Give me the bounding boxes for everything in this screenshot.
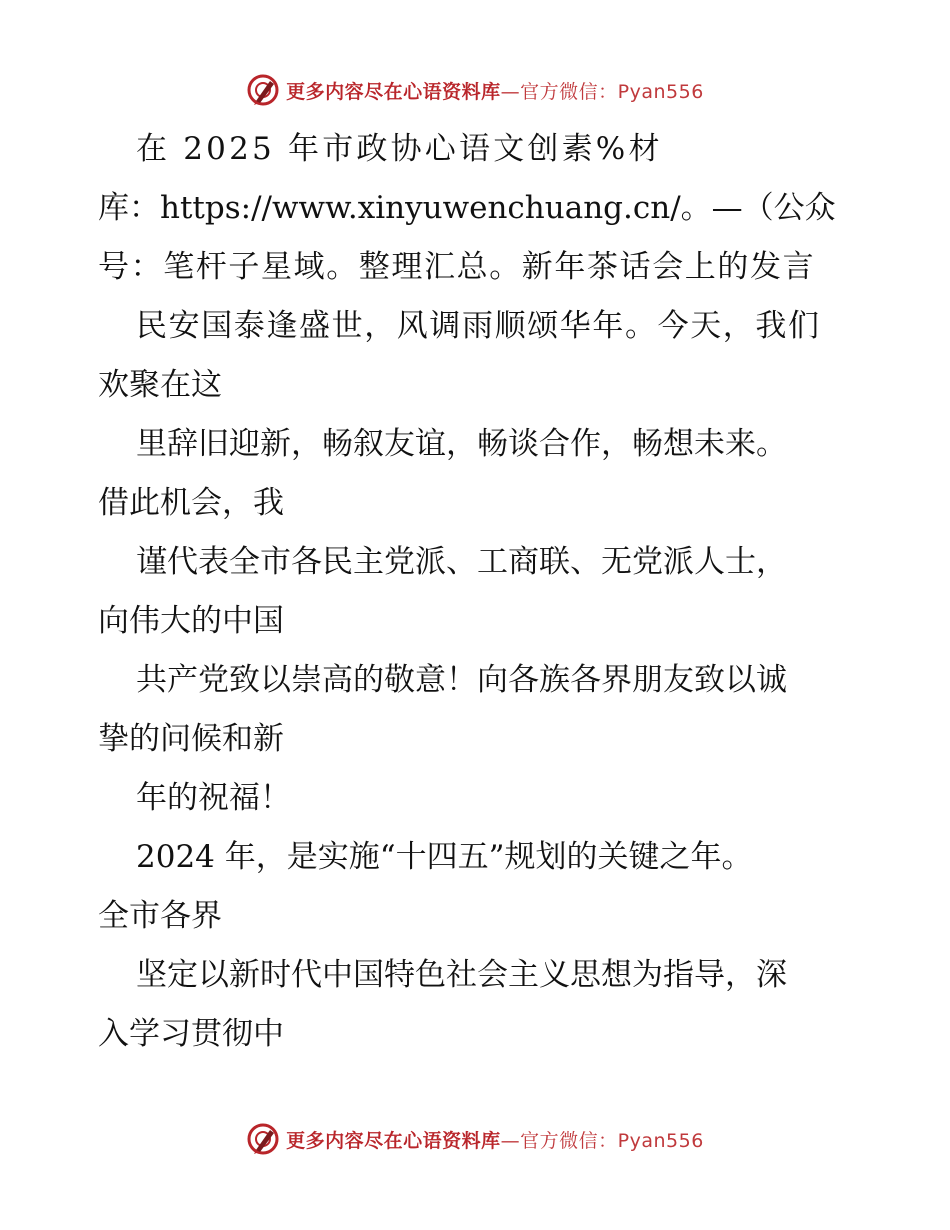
pen-logo-icon [246, 1122, 280, 1156]
body-line: 民安国泰逢盛世，风调雨顺颂华年。今天，我们 [136, 308, 821, 344]
document-body [98, 120, 850, 1064]
footer-watermark-main: 更多内容尽在心语资料库 [286, 1129, 501, 1152]
body-line: 谨代表全市各民主党派、工商联、无党派人士， [136, 544, 787, 580]
body-line: 号：笔杆子星域。整理汇总。新年茶话会上的发言 [98, 249, 816, 285]
body-line: 坚定以新时代中国特色社会主义思想为指导，深 [136, 957, 787, 993]
header-watermark-contact: —官方微信：Pyan556 [500, 80, 704, 103]
footer-watermark [0, 1117, 950, 1161]
body-line: 全市各界 [98, 898, 222, 934]
body-line: 共产党致以崇高的敬意！向各族各界朋友致以诚 [136, 662, 787, 698]
header-watermark [0, 68, 950, 112]
body-line: 向伟大的中国 [98, 603, 284, 639]
body-line: 欢聚在这 [98, 367, 222, 403]
body-line: 年的祝福！ [136, 780, 291, 816]
footer-watermark-contact: —官方微信：Pyan556 [500, 1129, 704, 1152]
body-line: 库：https://www.xinyuwenchuang.cn/。—（公众 [98, 190, 836, 226]
body-line: 在 2025 年市政协心语文创素%材 [136, 131, 663, 167]
body-line: 挚的问候和新 [98, 721, 284, 757]
body-line: 入学习贯彻中 [98, 1016, 284, 1052]
header-watermark-main: 更多内容尽在心语资料库 [286, 80, 501, 103]
body-line: 借此机会，我 [98, 485, 284, 521]
body-line: 里辞旧迎新，畅叙友谊，畅谈合作，畅想未来。 [136, 426, 787, 462]
pen-logo-icon [246, 73, 280, 107]
body-line: 2024 年，是实施“十四五”规划的关键之年。 [136, 839, 753, 875]
